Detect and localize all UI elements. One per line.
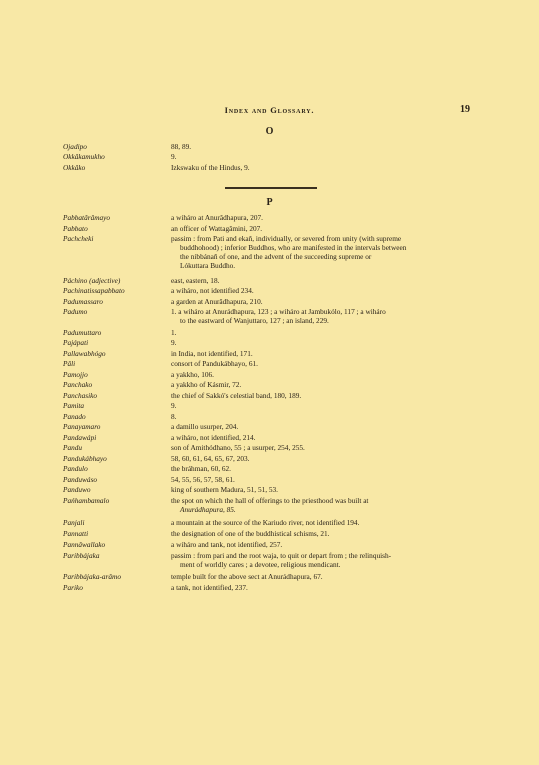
entry-definition: son of Amithódhano, 55 ; a usurper, 254, 255. — [171, 443, 305, 452]
entry-term: Pandulo — [63, 464, 88, 473]
entry-term: Panduwáso — [63, 475, 98, 484]
entry-term: Pachcheki — [63, 234, 94, 243]
entry-definition: 88, 89. — [171, 142, 192, 151]
entry-term: Padumo — [63, 307, 88, 316]
running-header — [0, 105, 539, 119]
entry-definition: temple built for the above sect at Anurádhapura, 67. — [171, 572, 323, 581]
entry-definition: a yakkho of Kásmir, 72. — [171, 380, 242, 389]
section-letter-p: P — [266, 197, 273, 208]
entry-term: Pandukábhayo — [63, 454, 107, 463]
entry-term: Okkâkamukho — [63, 152, 105, 161]
entry-definition: a garden at Anurâdhapura, 210. — [171, 297, 263, 306]
entry-definition: the chief of Sakkó's celestial band, 180, 189. — [171, 391, 302, 400]
entry-definition: the designation of one of the buddhistical schisms, 21. — [171, 529, 330, 538]
entry-term: Pajápati — [63, 338, 89, 347]
entry-term: Pandu — [63, 443, 83, 452]
entry-definition: a wiháro, not identified 234. — [171, 286, 254, 295]
entry-definition: a tank, not identified, 237. — [171, 583, 248, 592]
entry-definition: 9. — [171, 152, 177, 161]
entry-term: Panchako — [63, 380, 93, 389]
entry-term: Pańhambamalo — [63, 496, 110, 505]
entry-term: Pamojjo — [63, 370, 88, 379]
entry-definition: 9. — [171, 401, 177, 410]
entry-definition: 9. — [171, 338, 177, 347]
entry-definition: passim : from Pati and ekaň, individually, or severed from unity (with supreme buddhohood) ; inferior Buddhos, who are manifested in the intervals between the nibbánaň of one, and the advent of the succeeding supreme or Lókuttara Buddho. — [171, 234, 407, 270]
entry-definition: a damillo usurper, 204. — [171, 422, 239, 431]
entry-term: Panduwo — [63, 485, 91, 494]
entry-term: Pabbato — [63, 224, 88, 233]
entry-definition: 54, 55, 56, 57, 58, 61. — [171, 475, 235, 484]
entry-term: Pachinatissapabbato — [63, 286, 125, 295]
page-number: 19 — [460, 104, 470, 115]
entry-term: Padumassaro — [63, 297, 103, 306]
entry-definition: 8. — [171, 412, 177, 421]
entry-definition: a mountain at the source of the Kariudo river, not identified 194. — [171, 518, 360, 527]
entry-definition: 58, 60, 61, 64, 65, 67, 203. — [171, 454, 250, 463]
page-title: Index and Glossary. — [224, 105, 315, 115]
entry-term: Páchino (adjective) — [63, 276, 121, 285]
section-divider — [225, 187, 317, 189]
entry-term: Paribbájaka — [63, 551, 100, 560]
entry-definition: king of southern Madura, 51, 51, 53. — [171, 485, 279, 494]
entry-definition: the spot on which the hall of offerings to the priesthood was built at Anurádhapura, 85. — [171, 496, 369, 514]
entry-term: Panado — [63, 412, 86, 421]
entry-term: Pannatti — [63, 529, 89, 538]
entry-definition: in India, not identified, 171. — [171, 349, 253, 358]
entry-term: Padumuttaro — [63, 328, 102, 337]
entry-definition: a wiháro, not identified, 214. — [171, 433, 256, 442]
entry-definition: the bráhman, 60, 62. — [171, 464, 231, 473]
entry-term: Pandawápi — [63, 433, 97, 442]
entry-definition: a wiháro and tank, not identified, 257. — [171, 540, 283, 549]
entry-definition: Izkswaku of the Hindus, 9. — [171, 163, 250, 172]
entry-definition: 1. — [171, 328, 177, 337]
entry-definition: a yakkho, 106. — [171, 370, 214, 379]
entry-term: Panchasiko — [63, 391, 98, 400]
entry-term: Pabbatârâmayo — [63, 213, 111, 222]
entry-definition: a wiháro at Anurâdhapura, 207. — [171, 213, 263, 222]
entry-definition: consort of Pandukábhayo, 61. — [171, 359, 258, 368]
entry-definition: east, eastern, 18. — [171, 276, 220, 285]
section-letter-o: O — [265, 126, 274, 137]
entry-term: Pannâwallako — [63, 540, 106, 549]
entry-term: Paribbájaka-arâmo — [63, 572, 121, 581]
entry-term: Ojadipo — [63, 142, 87, 151]
entry-term: Pallawabhógo — [63, 349, 106, 358]
entry-definition: an officer of Wattagâmini, 207. — [171, 224, 263, 233]
entry-definition: 1. a wiháro at Anurádhapura, 123 ; a wiháro at Jambukólo, 117 ; a wiháro to the eastward of Wanjuttaro, 127 ; an island, 229. — [171, 307, 386, 325]
entry-term: Okkâko — [63, 163, 86, 172]
entry-definition: passim : from pari and the root waja, to quit or depart from ; the relinquish- ment of worldly cares ; a devotee, religious mendicant. — [171, 551, 392, 569]
entry-term: Pamita — [63, 401, 85, 410]
entry-term: Pâli — [63, 359, 76, 368]
entry-term: Pariko — [63, 583, 83, 592]
entry-term: Panayamaro — [63, 422, 101, 431]
entry-term: Panjali — [63, 518, 85, 527]
